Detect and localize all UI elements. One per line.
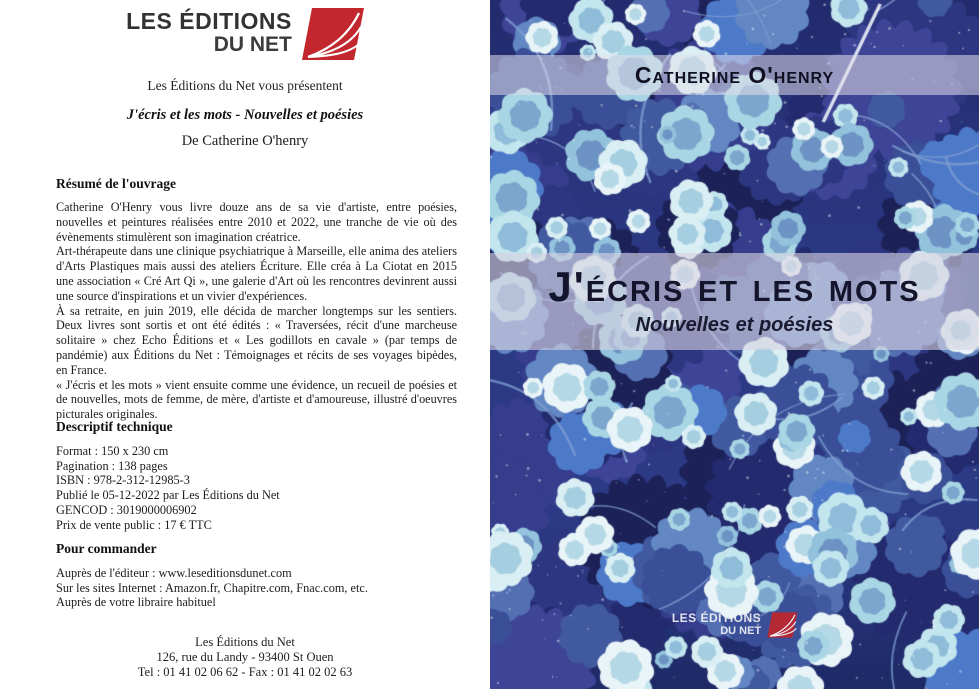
commander-heading: Pour commander — [56, 541, 157, 556]
publisher-tagline: Les Éditions du Net vous présentent — [147, 78, 343, 93]
resume-paragraph: Catherine O'Henry vous livre douze ans de sa vie d'artiste, entre poésies, nouvelles et peintures réalisées entre 2010 et 2022, une tranche de vie où des évènements stimulèrent son imagination créatrice. — [56, 200, 457, 244]
spec-line-pagination: Pagination : 138 pages — [56, 458, 168, 473]
publisher-logo-line1: LES ÉDITIONS — [126, 8, 292, 34]
resume-text — [56, 200, 457, 422]
cover-author-name: Catherine O'henry — [634, 61, 835, 88]
order-line-bookshop: Auprès de votre libraire habituel — [56, 595, 216, 610]
cover-title-band — [490, 253, 979, 350]
cover-title: J'écris et les mots — [548, 263, 921, 310]
footer-line-phone: Tel : 01 41 02 06 62 - Fax : 01 41 02 02 63 — [137, 665, 353, 679]
publisher-address — [0, 635, 490, 680]
order-line-internet: Sur les sites Internet : Amazon.fr, Chapitre.com, Fnac.com, etc. — [56, 580, 368, 595]
order-line-publisher: Auprès de l'éditeur : www.leseditionsdunet.com — [56, 566, 292, 580]
presented-book-title: J'écris et les mots - Nouvelles et poésies — [126, 107, 364, 123]
descriptif-list — [56, 444, 280, 532]
resume-paragraph: « J'écris et les mots » vient ensuite comme une évidence, un recueil de poésies et de nouvelles, mots de femme, de mère, d'artiste et d'amoureuse, illustré d'oeuvres picturales originales. — [56, 377, 457, 422]
spec-line-gencod: GENCOD : 3019000006902 — [56, 502, 197, 517]
cover-publisher-logo — [672, 612, 797, 638]
cover-subtitle: Nouvelles et poésies — [635, 314, 834, 336]
cover-author-band — [490, 55, 979, 95]
cover-logo-line1: LES ÉDITIONS — [671, 611, 762, 625]
descriptif-heading: Descriptif technique — [56, 419, 173, 434]
footer-line-name: Les Éditions du Net — [195, 635, 295, 649]
spec-line-isbn: ISBN : 978-2-312-12985-3 — [56, 473, 190, 488]
commander-list — [56, 566, 368, 610]
publisher-logo-line2: DU NET — [213, 33, 292, 56]
book-cover — [490, 0, 979, 689]
resume-paragraph: Art-thérapeute dans une clinique psychiatrique à Marseille, elle anima des ateliers d'Arts Plastiques mais aussi des ateliers Écriture. Elle créa à La Ciotat en 2015 une association « Cré Art Qi », une galerie d'Art où les rencontres devinrent aussi une source d'inspirations et un vivier d'expériences. — [56, 244, 457, 303]
publisher-logo-mark-icon — [302, 8, 364, 60]
cover-logo-mark-icon — [767, 612, 797, 638]
spec-line-price: Prix de vente public : 17 € TTC — [56, 517, 212, 532]
cover-logo-line2: DU NET — [720, 625, 762, 637]
spec-line-format: Format : 150 x 230 cm — [56, 444, 169, 458]
publisher-logo — [0, 8, 490, 60]
presented-book-author: De Catherine O'henry — [181, 133, 309, 149]
resume-paragraph: À sa retraite, en juin 2019, elle décida de marcher longtemps sur les sentiers. Deux livres sont sortis et ont été édités : « Traversées, récit d'une marcheuse solitaire » chez Echo Éditions et « Les godillots en cavale » (par temps de pandémie) aux Éditions du Net : Témoignages et récits de ses voyages bipèdes, en France. — [56, 303, 457, 377]
resume-heading: Résumé de l'ouvrage — [56, 176, 176, 191]
spec-line-published: Publié le 05-12-2022 par Les Éditions du Net — [56, 488, 280, 503]
footer-line-street: 126, rue du Landy - 93400 St Ouen — [156, 650, 334, 664]
